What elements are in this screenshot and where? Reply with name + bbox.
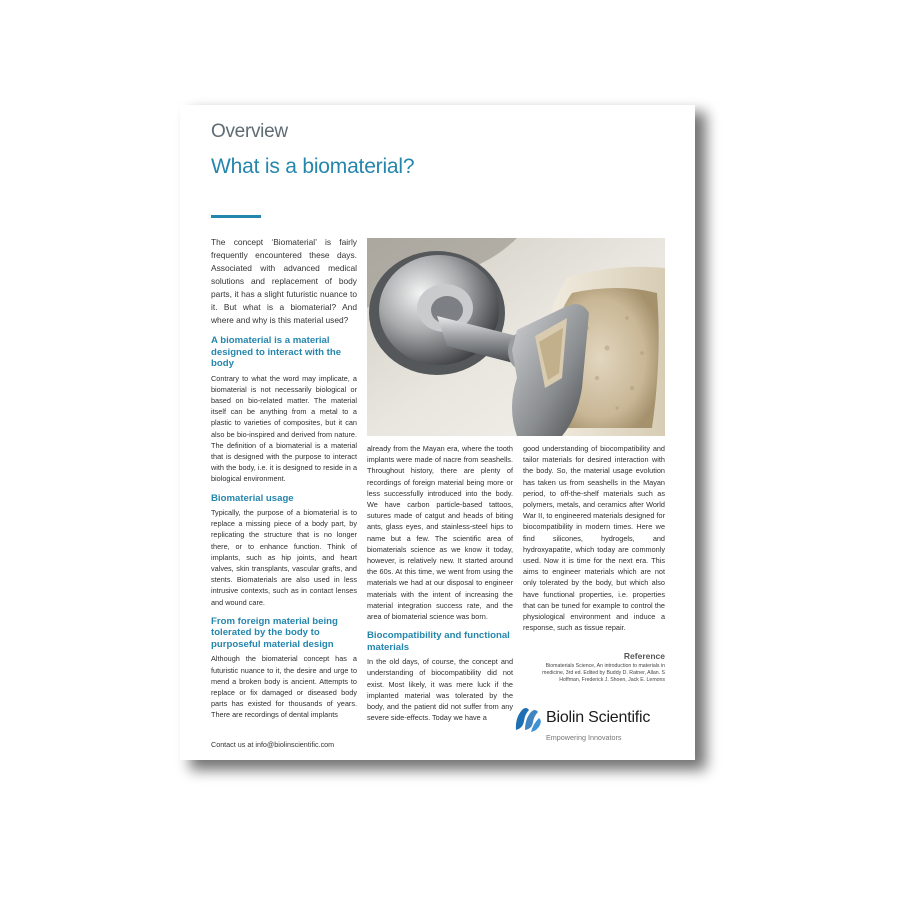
brand-tagline: Empowering Innovators xyxy=(546,733,622,742)
heading-history: From foreign material being tolerated by the body to purposeful material design xyxy=(211,615,338,650)
column-1 xyxy=(211,236,357,729)
section-label: Overview xyxy=(211,121,288,142)
intro-paragraph: The concept ‘Biomaterial’ is fairly frequently encountered these days. Associated with advanced medical solutions and replacement of body parts, it has a slight futuristic nuance to it. But what is a biomaterial? And where and why is this material used? xyxy=(211,237,357,325)
column-2 xyxy=(367,443,513,731)
hip-implant-photo xyxy=(367,238,665,436)
reference-text: Biomaterials Science, An introduction to materials in medicine, 3rd ed. Edited by Buddy D. Ratner, Allan. S Hoffman, Frederick J. Shoen, Jack E. Lemons xyxy=(542,663,665,684)
biolin-logo xyxy=(513,702,673,746)
biolin-logo-icon xyxy=(513,704,543,734)
definition-body: Contrary to what the word may implicate, a biomaterial is not necessarily biological or based on bio-related matter. The material itself can be anything from a metal to a plastic to varieties of composites, but it can also be bio-inspired and derived from nature. The definition of a biomaterial is a material that is designed with the purpose to interact with the body, i.e. it is designed to reside in a biological environment. xyxy=(211,373,357,484)
usage-body: Typically, the purpose of a biomaterial is to replace a missing piece of a body part, by replicating the structure that is no longer there, or to enhance function. Think of implants, such as hip joints, and heart valves, skin transplants, vascular grafts, and stents. Biomaterials are also used in less intrusive contexts, such as in contact lenses and wound care. xyxy=(211,508,357,607)
history-body-part2: already from the Mayan era, where the tooth implants were made of nacre from seashells. Throughout history, there are plenty of recordings of foreign material being more or less successfully introduced into the body. We have carbon particle-based tattoos, sutures made of catgut and heads of biting ants, glass eyes, and stainless-steel hips to name but a few. The scientific area of biomaterials science as we know it today, however, is relatively new. It started around the 60s. At this time, we went from using the materials we had at our disposal to engineer materials with the intent of increasing the material integration success rate, and the area of biomaterial science was born. xyxy=(367,444,513,622)
page-title: What is a biomaterial? xyxy=(211,155,415,178)
document-page xyxy=(180,105,695,760)
heading-usage: Biomaterial usage xyxy=(211,492,294,504)
reference-title: Reference xyxy=(623,651,665,661)
biocompatibility-body-part2: good understanding of biocompatibility and tailor materials for desired interaction with the body. So, the material usage evolution has taken us from seashells in the Mayan period, to off-the-shelf materials such as polymers, metals, and ceramics after World War II, to engineered materials designed for biocompatibility in modern times. Here we find silicones, hydrogels, and hydroxyapatite, which today are commonly used. Now it is time for the next era. This aims to engineer materials which are not only tolerated by the body, but which also have functional properties, i.e. properties that can be tuned for example to control the physiological environment and induce a response, such as tissue repair. xyxy=(523,444,665,633)
reference-block xyxy=(523,651,665,685)
history-body-part1: Although the biomaterial concept has a futuristic nuance to it, the desire and urge to mend a broken body is ancient. Attempts to replace or fix damaged or diseased body parts has existed for thousands of years. There are recordings of dental implants xyxy=(211,654,357,720)
brand-name: Biolin Scientific xyxy=(546,709,651,726)
title-rule xyxy=(211,215,261,218)
biocompatibility-body-part1: In the old days, of course, the concept and understanding of biocompatibility did not exist. Most likely, it was mere luck if the implanted material was tolerated by the body, and the patient did not suffer from any severe side-effects. Today we have a xyxy=(367,657,513,723)
heading-biocompatibility: Biocompatibility and functional materials xyxy=(367,630,510,653)
contact-line: Contact us at info@biolinscientific.com xyxy=(211,740,335,749)
heading-definition: A biomaterial is a material designed to interact with the body xyxy=(211,335,342,369)
column-3 xyxy=(523,443,665,641)
